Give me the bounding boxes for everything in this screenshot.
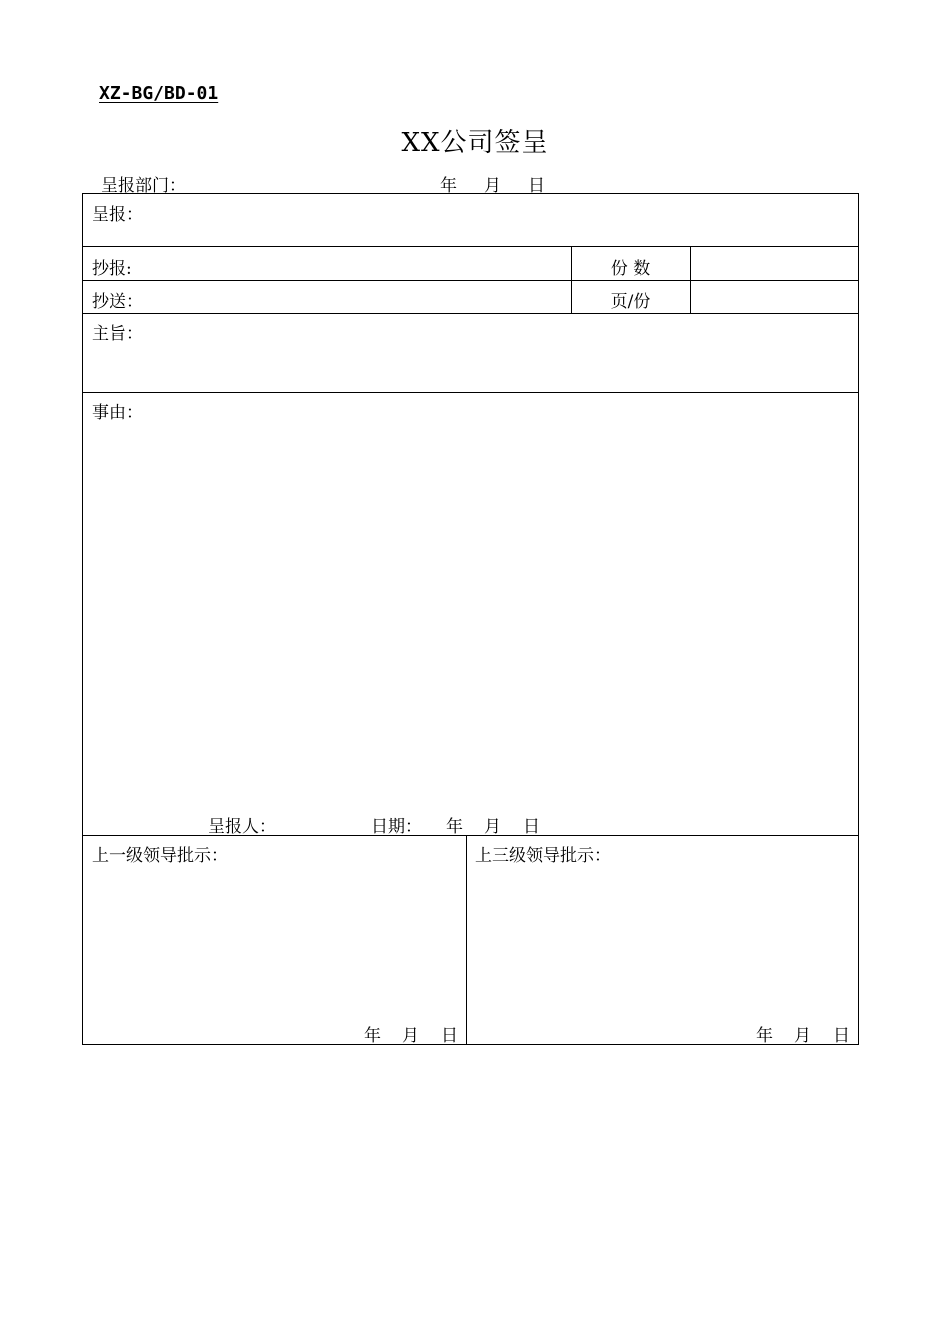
- subject-label: 主旨：: [92, 324, 143, 344]
- third-level-approval-label: 上三级领导批示：: [475, 846, 611, 866]
- reporter-month-label: 月: [484, 817, 501, 837]
- pages-per-copy-label: 页/份: [610, 292, 651, 312]
- approval-3-year-label: 年: [756, 1026, 773, 1046]
- first-level-approval-label: 上一级领导批示：: [92, 846, 228, 866]
- approval-3-month-label: 月: [794, 1026, 811, 1046]
- header-month-label: 月: [484, 176, 501, 196]
- approval-1-year-label: 年: [364, 1026, 381, 1046]
- row-divider: [83, 392, 858, 393]
- row-divider: [83, 246, 858, 247]
- report-to-label: 呈报：: [92, 205, 143, 225]
- column-divider: [466, 835, 467, 1045]
- reason-label: 事由：: [92, 403, 143, 423]
- approval-1-month-label: 月: [402, 1026, 419, 1046]
- document-code: XZ-BG/BD-01: [99, 83, 219, 104]
- column-divider: [690, 246, 691, 313]
- approval-1-day-label: 日: [441, 1026, 458, 1046]
- petition-form-table: [82, 193, 859, 1045]
- reporter-label: 呈报人：: [208, 817, 276, 837]
- reporter-year-label: 年: [446, 817, 463, 837]
- approval-3-day-label: 日: [833, 1026, 850, 1046]
- copies-label: 份 数: [610, 259, 651, 279]
- date-label: 日期：: [371, 817, 422, 837]
- cc-label: 抄报:: [92, 259, 132, 279]
- document-title: XX公司签呈: [401, 128, 549, 158]
- reporter-day-label: 日: [523, 817, 540, 837]
- send-label: 抄送：: [92, 292, 143, 312]
- reporting-department-label: 呈报部门：: [101, 176, 186, 196]
- row-divider: [83, 313, 858, 314]
- header-year-label: 年: [440, 176, 457, 196]
- row-divider: [83, 835, 858, 836]
- header-day-label: 日: [528, 176, 545, 196]
- row-divider: [83, 280, 858, 281]
